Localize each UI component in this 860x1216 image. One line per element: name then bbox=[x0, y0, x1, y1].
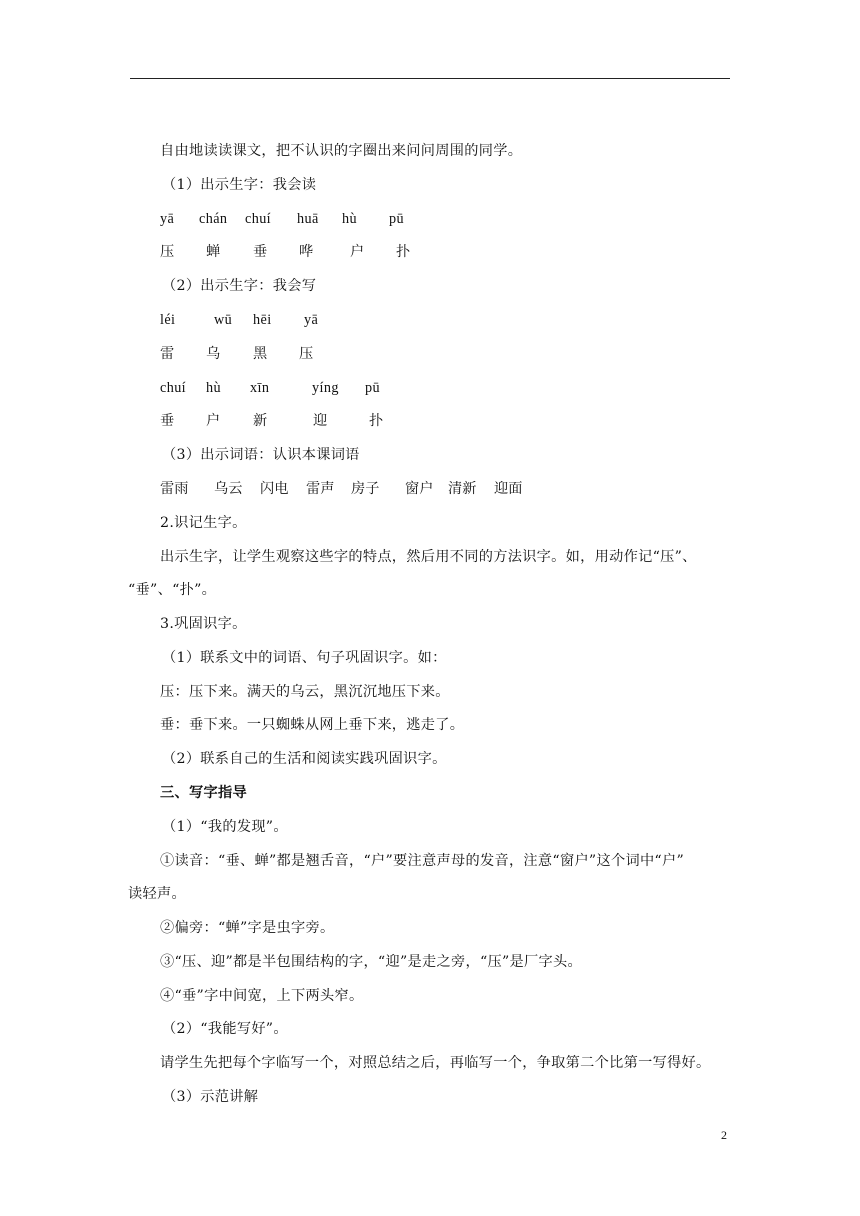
pinyin: hù bbox=[206, 380, 221, 396]
paragraph-practice: 请学生先把每个字临写一个，对照总结之后，再临写一个，争取第二个比第一写得好。 bbox=[160, 1055, 711, 1071]
heading-write-chars: （2）出示生字：我会写 bbox=[162, 278, 317, 294]
pinyin: yā bbox=[304, 312, 319, 328]
word: 房子 bbox=[351, 481, 380, 497]
pinyin: hù bbox=[342, 211, 357, 227]
heading-words: （3）出示词语：认识本课词语 bbox=[162, 447, 360, 463]
hanzi: 新 bbox=[253, 413, 268, 429]
paragraph-radical: ②偏旁：“蝉”字是虫字旁。 bbox=[160, 920, 335, 936]
example-ya: 压：压下来。满天的乌云，黑沉沉地压下来。 bbox=[160, 684, 450, 700]
pinyin: chuí bbox=[160, 380, 187, 396]
paragraph-memorize-1: 出示生字，让学生观察这些字的特点，然后用不同的方法识字。如，用动作记“压”、 bbox=[160, 549, 697, 565]
hanzi: 压 bbox=[299, 346, 314, 362]
hanzi: 乌 bbox=[206, 346, 221, 362]
heading-read-chars: （1）出示生字：我会读 bbox=[162, 177, 317, 193]
word: 清新 bbox=[448, 481, 477, 497]
paragraph-free-reading: 自由地读读课文，把不认识的字圈出来问问周围的同学。 bbox=[160, 143, 523, 159]
example-chui: 垂：垂下来。一只蜘蛛从网上垂下来，逃走了。 bbox=[160, 717, 465, 733]
hanzi: 扑 bbox=[396, 244, 411, 260]
paragraph-consolidate-1: （1）联系文中的词语、句子巩固识字。如： bbox=[162, 650, 447, 666]
paragraph-memorize-2: “垂”、“扑”。 bbox=[128, 582, 217, 598]
pinyin: chán bbox=[199, 211, 228, 227]
pinyin: xīn bbox=[250, 380, 270, 396]
hanzi: 户 bbox=[350, 244, 365, 260]
section-consolidate: 3.巩固识字。 bbox=[160, 616, 247, 632]
paragraph-structure: ③“压、迎”都是半包围结构的字，“迎”是走之旁，“压”是厂字头。 bbox=[160, 954, 582, 970]
word: 迎面 bbox=[494, 481, 523, 497]
hanzi: 扑 bbox=[369, 413, 384, 429]
subheading-write-well: （2）“我能写好”。 bbox=[162, 1021, 288, 1037]
hanzi: 哗 bbox=[299, 244, 314, 260]
pinyin: chuí bbox=[245, 211, 272, 227]
pinyin: yíng bbox=[312, 380, 339, 396]
hanzi: 垂 bbox=[160, 413, 175, 429]
hanzi: 黑 bbox=[253, 346, 268, 362]
subheading-discovery: （1）“我的发现”。 bbox=[162, 819, 288, 835]
subheading-demo: （3）示范讲解 bbox=[162, 1089, 259, 1105]
paragraph-consolidate-2: （2）联系自己的生活和阅读实践巩固识字。 bbox=[162, 751, 447, 767]
pinyin: wū bbox=[214, 312, 233, 328]
hanzi: 雷 bbox=[160, 346, 175, 362]
header-rule bbox=[130, 78, 730, 79]
hanzi: 蝉 bbox=[206, 244, 221, 260]
paragraph-shape: ④“垂”字中间宽，上下两头窄。 bbox=[160, 988, 364, 1004]
page-number: 2 bbox=[721, 1128, 727, 1142]
section-writing-guide: 三、写字指导 bbox=[160, 785, 247, 801]
pinyin: huā bbox=[297, 211, 319, 227]
word: 窗户 bbox=[405, 481, 434, 497]
pinyin: yā bbox=[160, 211, 175, 227]
word: 闪电 bbox=[260, 481, 289, 497]
pinyin: pū bbox=[389, 211, 404, 227]
hanzi: 户 bbox=[206, 413, 221, 429]
word: 雷声 bbox=[306, 481, 335, 497]
paragraph-pronunciation-2: 读轻声。 bbox=[128, 886, 186, 902]
hanzi: 垂 bbox=[253, 244, 268, 260]
hanzi: 压 bbox=[160, 244, 175, 260]
hanzi: 迎 bbox=[313, 413, 328, 429]
word: 乌云 bbox=[214, 481, 243, 497]
section-memorize: 2.识记生字。 bbox=[160, 515, 247, 531]
word: 雷雨 bbox=[160, 481, 189, 497]
pinyin: léi bbox=[160, 312, 176, 328]
pinyin: pū bbox=[365, 380, 380, 396]
paragraph-pronunciation-1: ①读音：“垂、蝉”都是翘舌音，“户”要注意声母的发音，注意“窗户”这个词中“户” bbox=[160, 853, 685, 869]
pinyin: hēi bbox=[253, 312, 272, 328]
